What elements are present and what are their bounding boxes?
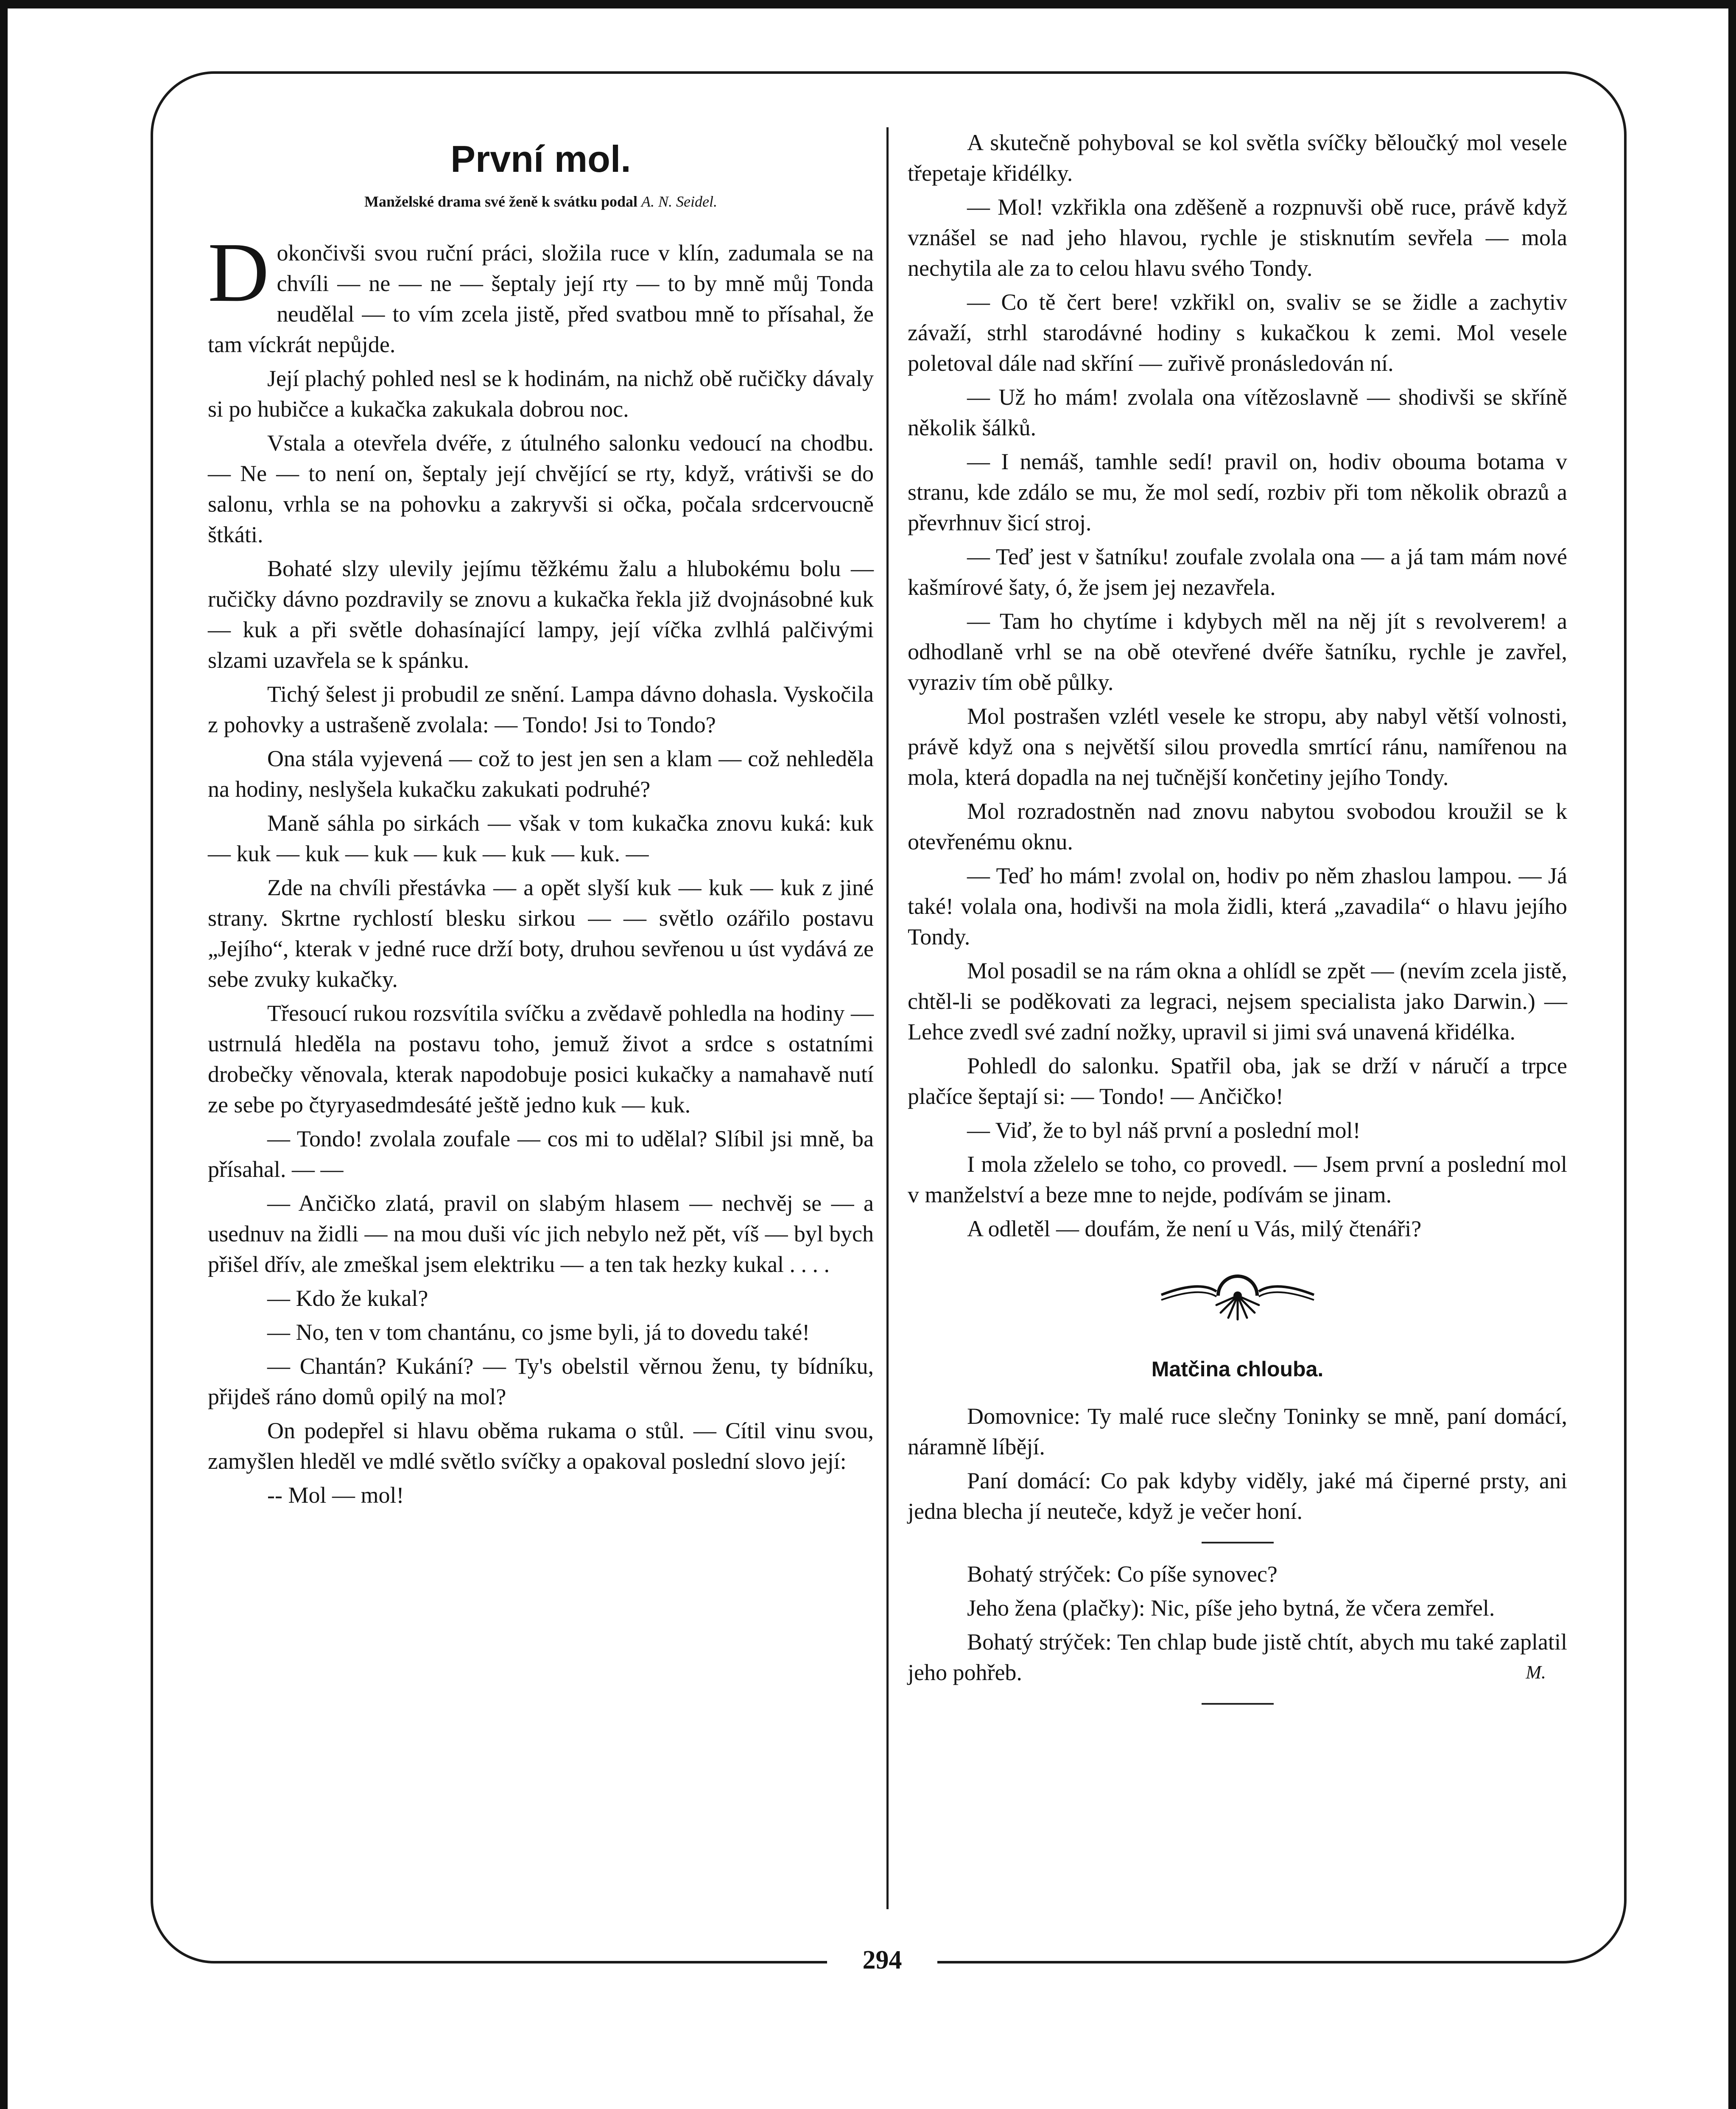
- story-paragraph: — Teď ho mám! zvolal on, hodiv po něm zhaslou lampou. — Já také! volala ona, hodivši na mola židli, která „zavadila“ o hlavu jejího Tondy.: [908, 863, 1567, 949]
- byline-author: A. N. Seidel.: [641, 193, 717, 210]
- story-paragraph: Maně sáhla po sirkách — však v tom kukačka znovu kuká: kuk — kuk — kuk — kuk — kuk — kuk — kuk. —: [208, 810, 874, 866]
- byline-prefix: Manželské drama své ženě k svátku podal: [364, 193, 638, 210]
- story-paragraph: Její plachý pohled nesl se k hodinám, na nichž obě ručičky dávaly si po hubičce a kukačka zakukala dobrou noc.: [208, 366, 874, 422]
- story-paragraph: — Co tě čert bere! vzkřikl on, svaliv se se židle a zachytiv závaží, strhl starodávné hodiny s kukačkou k zemi. Mol vesele poletoval dále nad skříní — zuřivě pronásledován ní.: [908, 289, 1567, 376]
- joke-line: Jeho žena (plačky): Nic, píše jeho bytná, že včera zemřel.: [967, 1595, 1495, 1621]
- joke-line: Paní domácí: Co pak kdyby viděly, jaké má čiperné prsty, ani jedna blecha jí neuteče, když je večer honí.: [908, 1468, 1568, 1524]
- jokes-title: Matčina chlouba.: [1151, 1357, 1324, 1381]
- right-column: [908, 127, 1567, 1720]
- joke-line: Domovnice: Ty malé ruce slečny Toninky se mně, paní domácí, náramně líbějí.: [908, 1403, 1567, 1459]
- story-paragraph: Mol postrašen vzlétl vesele ke stropu, aby nabyl větší volnosti, právě když ona s největší silou provedla smrtící ránu, namířenou na mola, která dopadla na nej tučnější končetiny jejího Tondy.: [908, 703, 1567, 790]
- story-paragraph: — Ančičko zlatá, pravil on slabým hlasem — nechvěj se — a usednuv na židli — na mou duši víc jich nebylo než pět, víš — byl bych přišel dřív, ale zmeškal jsem elektriku — a ten tak hezky kukal . . . .: [208, 1190, 874, 1277]
- scan-top-edge: [0, 0, 1736, 8]
- story-paragraph: — Tondo! zvolala zoufale — cos mi to udělal? Slíbil jsi mně, ba přísahal. — —: [208, 1126, 874, 1182]
- separator-line: [1202, 1542, 1274, 1543]
- story-title: První mol.: [450, 138, 631, 180]
- story-paragraph: A skutečně pohyboval se kol světla svíčky běloučký mol vesele třepetaje křidélky.: [908, 130, 1567, 186]
- story-paragraph: Zde na chvíli přestávka — a opět slyší kuk — kuk — kuk z jiné strany. Skrtne rychlostí blesku sirkou — — světlo ozářilo postavu „Jejího“, kterak v jedné ruce drží boty, druhou sevřenou u úst vydává ze sebe zvuky kukačky.: [208, 875, 874, 992]
- scan-right-edge: [1728, 0, 1736, 2109]
- story-paragraph: Tichý šelest ji probudil ze snění. Lampa dávno dohasla. Vyskočila z pohovky a ustrašeně zvolala: — Tondo! Jsi to Tondo?: [208, 681, 874, 737]
- story-paragraph: On podepřel si hlavu oběma rukama o stůl. — Cítil vinu svou, zamyšlen hleděl ve mdlé světlo svíčky a opakoval poslední slovo její:: [208, 1418, 874, 1474]
- story-paragraph: — Tam ho chytíme i kdybych měl na něj jít s revolverem! a odhodlaně vrhl se na obě otevřené dvéře šatníku, rychle je zavřel, vyraziv tím obě půlky.: [908, 608, 1567, 695]
- story-paragraph: — Už ho mám! zvolala ona vítězoslavně — shodivši se skříně několik šálků.: [908, 384, 1567, 440]
- story-paragraph: — No, ten v tom chantánu, co jsme byli, já to dovedu také!: [267, 1319, 810, 1345]
- story-paragraph: I mola zželelo se toho, co provedl. — Jsem první a poslední mol v manželství a beze mne to nejde, podívám se jinam.: [908, 1151, 1567, 1207]
- page-number: 294: [862, 1946, 902, 1975]
- sun-fleuron-icon: [1153, 1269, 1322, 1325]
- story-paragraph: Vstala a otevřela dvéře, z útulného salonku vedoucí na chodbu. — Ne — to není on, šeptaly její chvějící se rty, když, vrátivši se do salonu, vrhla se na pohovku a zakryvši si očka, počala srdcervoucně štkáti.: [208, 430, 874, 547]
- story-paragraph: — Kdo že kukal?: [267, 1286, 428, 1311]
- joke-line: Bohatý strýček: Ten chlap bude jistě chtít, abych mu také zaplatil jeho pohřeb. M.: [908, 1627, 1567, 1688]
- story-paragraph: Ona stála vyjevená — což to jest jen sen a klam — což nehleděla na hodiny, neslyšela kukačku zakukati podruhé?: [208, 746, 874, 802]
- story-paragraph: Mol rozradostněn nad znovu nabytou svobodou kroužil se k otevřenému oknu.: [908, 798, 1567, 854]
- signature: M.: [1526, 1662, 1546, 1683]
- story-paragraph: Bohaté slzy ulevily jejímu těžkému žalu a hlubokému bolu — ručičky dávno pozdravily se znovu a kukačka řekla již dvojnásobné kuk — kuk a při světle dohasínající lampy, její víčka zvlhlá palčivými slzami uzavřela se k spánku.: [208, 556, 874, 673]
- story-paragraph: A odletěl — doufám, že není u Vás, milý čtenáři?: [967, 1216, 1422, 1241]
- story-paragraph: -- Mol — mol!: [267, 1482, 404, 1508]
- drop-cap: D: [208, 226, 269, 319]
- story-paragraph: Třesoucí rukou rozsvítila svíčku a zvědavě pohledla na hodiny — ustrnulá hleděla na postavu toho, jemuž život a srdce s ostatními drobečky věnovala, kterak napodobuje posici kukačky a namahavě nutí ze sebe po čtyryasedmdesáté ještě jedno kuk — kuk.: [208, 1000, 874, 1118]
- column-rule: [886, 127, 889, 1909]
- story-paragraph: — Chantán? Kukání? — Ty's obelstil věrnou ženu, ty bídníku, přijdeš ráno domů opilý na mol?: [208, 1353, 874, 1409]
- story-paragraph: — Mol! vzkřikla ona zděšeně a rozpnuvši obě ruce, právě když vznášel se nad jeho hlavou, rychle je stisknutím sevřela — mola nechytila ale za to celou hlavu svého Tondy.: [908, 194, 1567, 281]
- story-paragraph: — I nemáš, tamhle sedí! pravil on, hodiv oboumа botama v stranu, kde zdálo se mu, že mol sedí, rozbiv při tom několik obrazů a převrhnuv šicí stroj.: [908, 449, 1567, 535]
- story-paragraph: — Viď, že to byl náš první a poslední mol!: [967, 1118, 1361, 1143]
- story-byline: [208, 191, 874, 212]
- story-paragraph: Dokončivši svou ruční práci, složila ruce v klín, zadumala se na chvíli — ne — ne — šeptaly její rty — to by mně můj Tonda neudělal — to vím zcela jistě, před svatbou mně to přísahal, že tam víckrát nepůjde.: [208, 226, 874, 357]
- joke-line: Bohatý strýček: Co píše synovec?: [967, 1561, 1278, 1587]
- scan-left-edge: [0, 0, 8, 2109]
- story-paragraph: Mol posadil se na rám okna a ohlídl se zpět — (nevím zcela jistě, chtěl-li se poděkovati za legraci, nejsem specialista jako Darwin.) — Lehce zvedl své zadní nožky, upravil si jimi svá unavená křidélka.: [908, 958, 1567, 1045]
- page-number-box: [827, 1939, 937, 1981]
- left-column: [208, 127, 874, 1514]
- story-paragraph: Pohledl do salonku. Spatřil oba, jak se drží v náručí a trpce plačíce šeptají si: — Tondo! — Ančičko!: [908, 1053, 1567, 1109]
- separator-line: [1202, 1703, 1274, 1705]
- story-paragraph: — Teď jest v šatníku! zoufale zvolala ona — a já tam mám nové kašmírové šaty, ó, že jsem jej nezavřela.: [908, 544, 1567, 600]
